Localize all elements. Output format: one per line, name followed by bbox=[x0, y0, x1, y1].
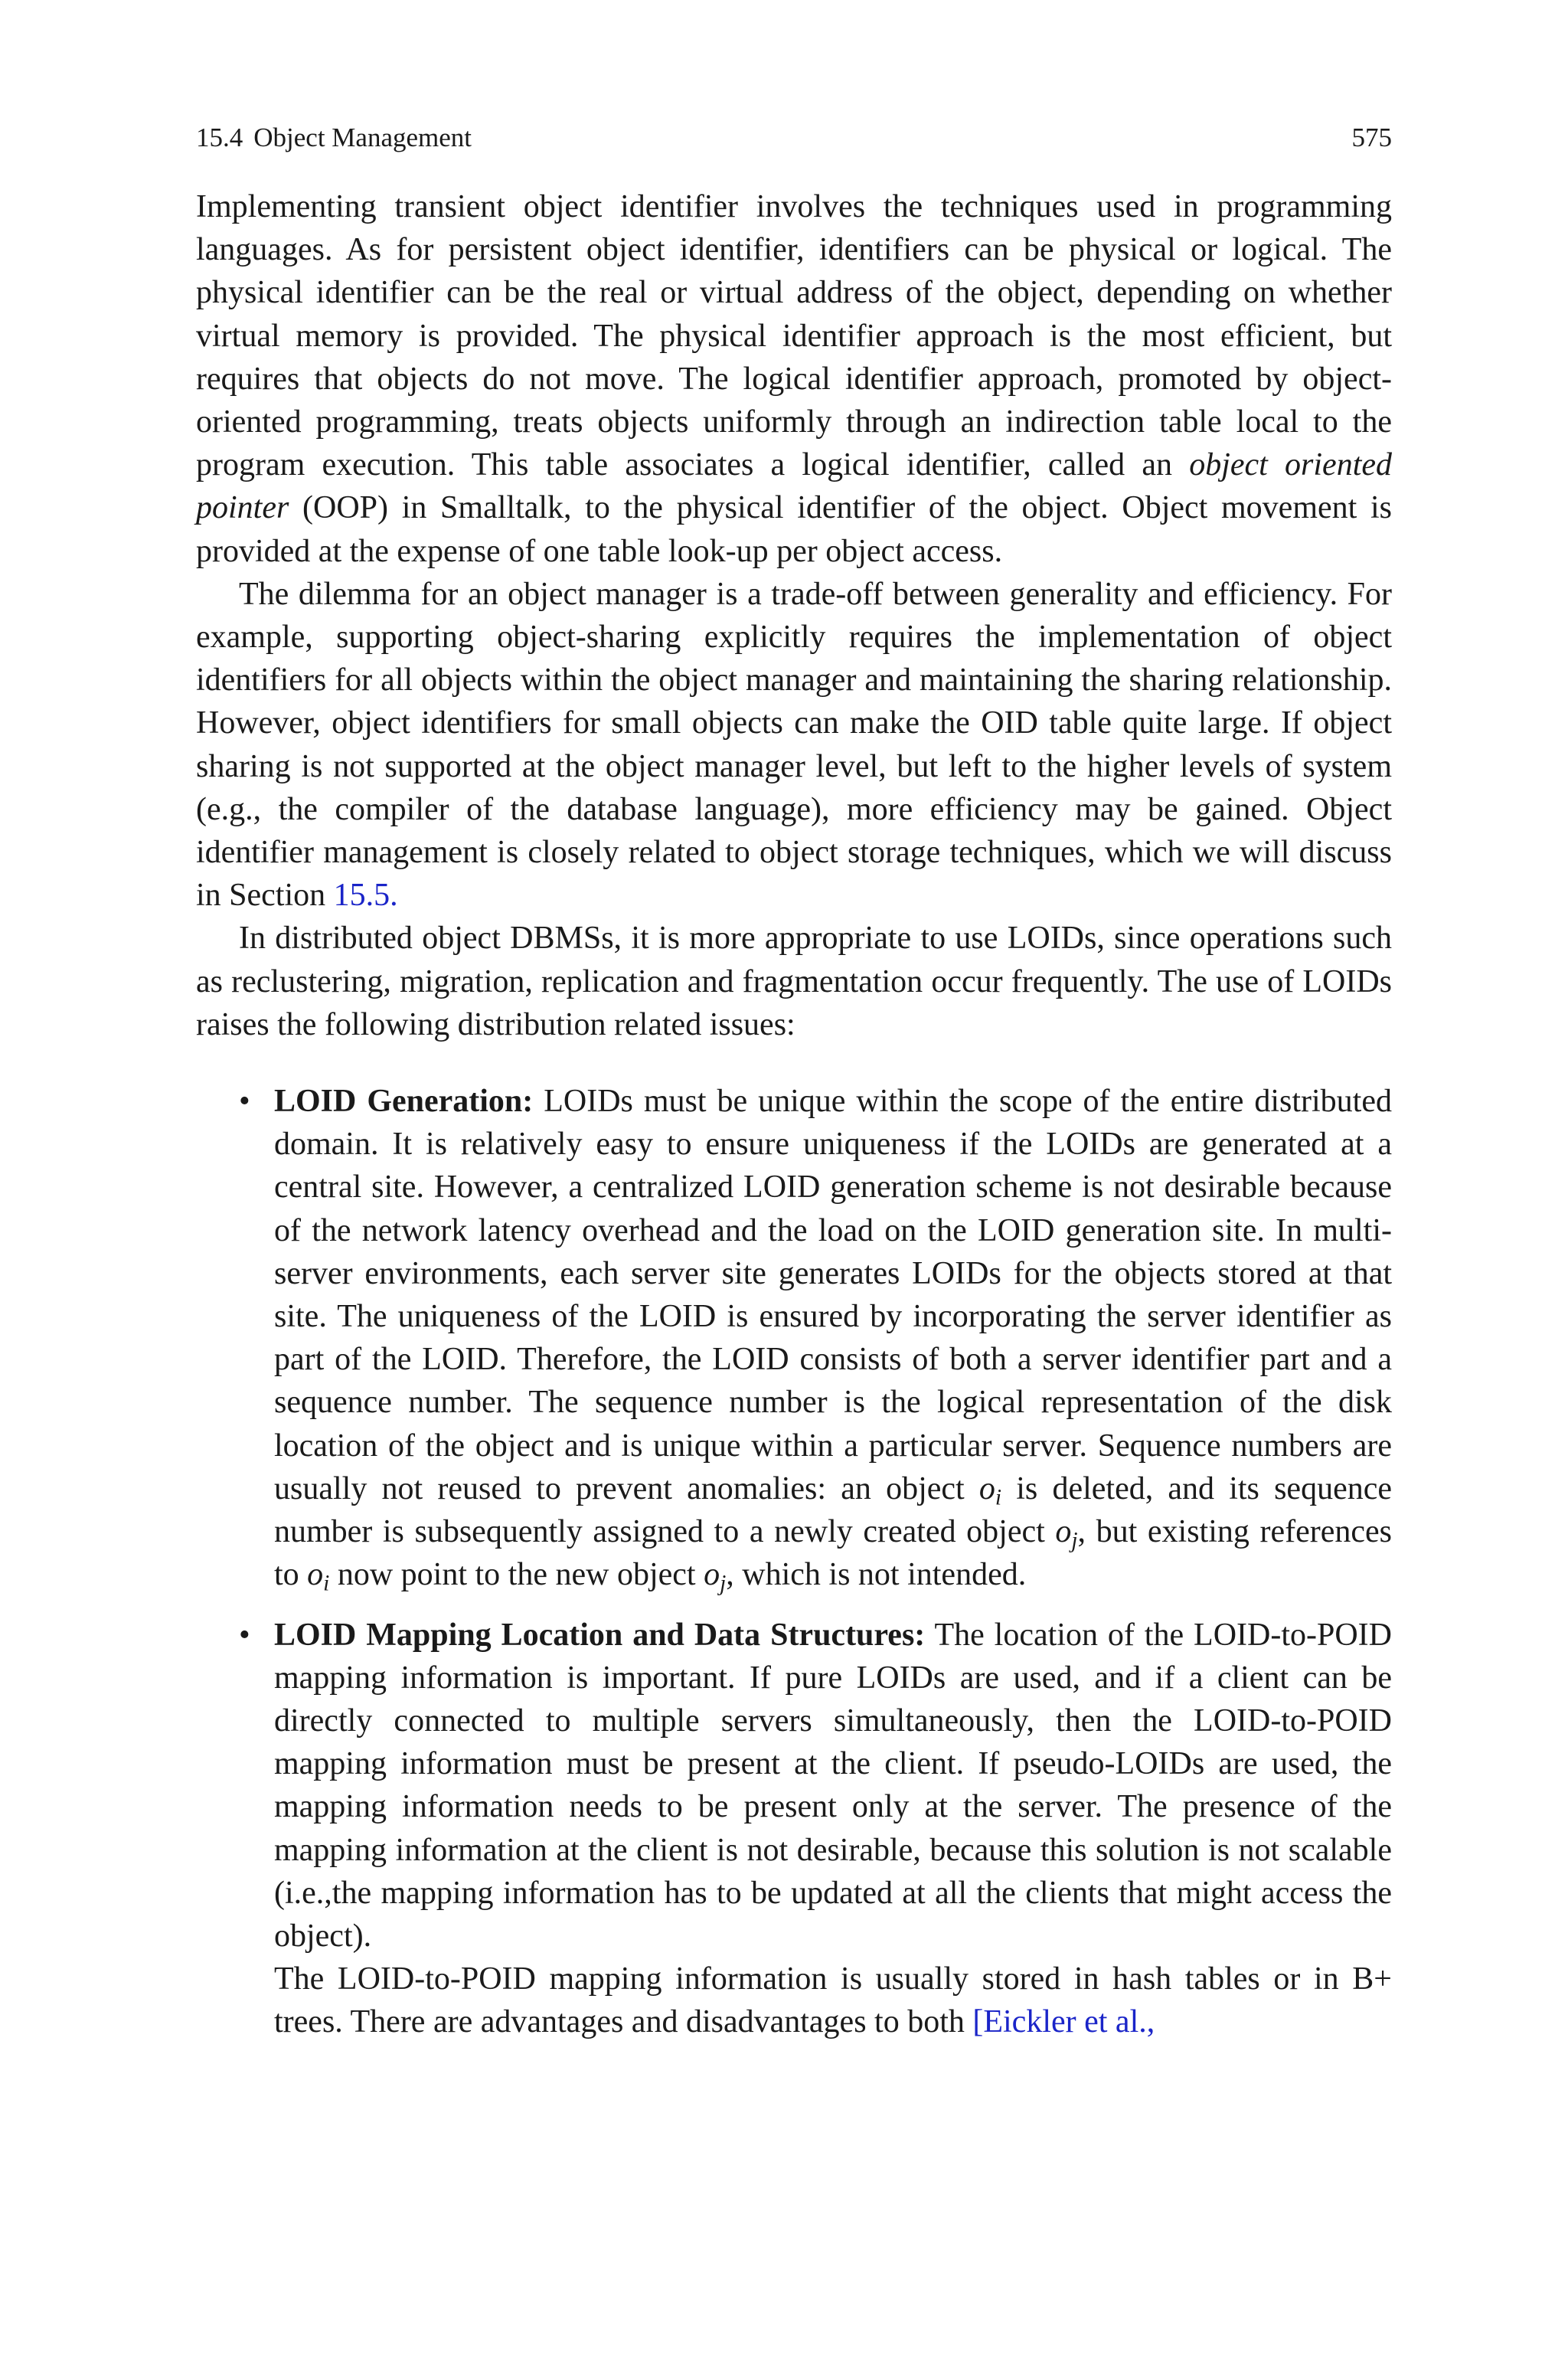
bullet-title: LOID Generation: bbox=[274, 1084, 534, 1120]
paragraph-dilemma: The dilemma for an object manager is a trade-off between generality and efficiency. For example, supporting object-sharing explicitly requires the implementation of object identifiers for all objects within the object manager and maintaining the sharing relationship. However, object identifiers for small objects can make the OID table quite large. If object sharing is not supported at the object manager level, but left to the higher levels of system (e.g., the compiler of the database language), more efficiency may be gained. Object identifier management is closely related to object storage techniques, which we will discuss in Section 15.5. bbox=[196, 576, 1392, 914]
bullet-text: LOID Generation: LOIDs must be unique within the scope of the entire distributed domain. It is relatively easy to ensure uniqueness if the LOIDs are generated at a central site. However, a centralized LOID generation scheme is not desirable because of the network latency overhead and the load on the LOID generation site. In multi-server environments, each server site generates LOIDs for the objects stored at that site. The uniqueness of the LOID is ensured by incorporating the server identifier as part of the LOID. Therefore, the LOID consists of both a server identifier part and a sequence number. The sequence number is the logical representation of the disk location of the object and is unique within a particular server. Sequence numbers are usually not reused to prevent anomalies: an object $o_i$ is deleted, and its sequence number is subsequently assigned to a newly created object $o_j$, but existing references to $o_i$ now point to the new object $o_j$, which is not intended. bbox=[274, 1084, 1392, 1596]
math-oj: $o_j$ bbox=[704, 1557, 727, 1596]
paragraph-transient-oid: Implementing transient object identifier involves the techniques used in programming languages. As for persistent object identifier, identifiers can be physical or logical. The physical identifier can be the real or virtual address of the object, depending on whether virtual memory is provided. The physical identifier approach is the most efficient, but requires that objects do not move. The logical identifier approach, promoted by object-oriented programming, treats objects uniformly through an indirection table local to the program execution. This table associates a logical identifier, called an object oriented pointer (OOP) in Smalltalk, to the physical identifier of the object. Object movement is provided at the expense of one table look-up per object access. bbox=[196, 189, 1392, 569]
bullet-icon: • bbox=[239, 1084, 250, 1120]
bullet-icon: • bbox=[239, 1617, 250, 1653]
running-head bbox=[196, 123, 1392, 153]
running-head-section bbox=[196, 123, 472, 153]
list-item bbox=[196, 1080, 1392, 1596]
body-text bbox=[196, 185, 1392, 2044]
bullet-continuation: The LOID-to-POID mapping information is usually stored in hash tables or in B+ trees. There are advantages and disadvantages to both [Eickler et al., bbox=[274, 1961, 1392, 2040]
math-oi: $o_i$ bbox=[307, 1557, 330, 1596]
citation-link[interactable]: [Eickler et al., bbox=[972, 2004, 1155, 2040]
section-number: 15.4 bbox=[196, 123, 243, 152]
section-title: Object Management bbox=[253, 123, 472, 152]
page bbox=[196, 123, 1392, 2061]
page-number: 575 bbox=[1351, 123, 1392, 152]
issue-list bbox=[196, 1080, 1392, 2043]
bullet-title: LOID Mapping Location and Data Structures: bbox=[274, 1617, 926, 1653]
list-item bbox=[196, 1614, 1392, 2044]
section-link[interactable]: 15.5. bbox=[333, 878, 398, 914]
paragraph-distributed: In distributed object DBMSs, it is more appropriate to use LOIDs, since operations such as reclustering, migration, replication and fragmentation occur frequently. The use of LOIDs raises the following distribution related issues: bbox=[196, 921, 1392, 1042]
math-oi: $o_i$ bbox=[978, 1470, 1002, 1510]
math-oj: $o_j$ bbox=[1055, 1514, 1078, 1553]
emphasis-oop: object oriented pointer bbox=[196, 447, 1392, 526]
bullet-text: LOID Mapping Location and Data Structures: The location of the LOID-to-POID mapping information is important. If pure LOIDs are used, and if a client can be directly connected to multiple servers simultaneously, then the LOID-to-POID mapping information must be present at the client. If pseudo-LOIDs are used, the mapping information needs to be present only at the server. The presence of the mapping information at the client is not desirable, because this solution is not scalable (i.e.,the mapping information has to be updated at all the clients that might access the object). bbox=[274, 1617, 1392, 1954]
